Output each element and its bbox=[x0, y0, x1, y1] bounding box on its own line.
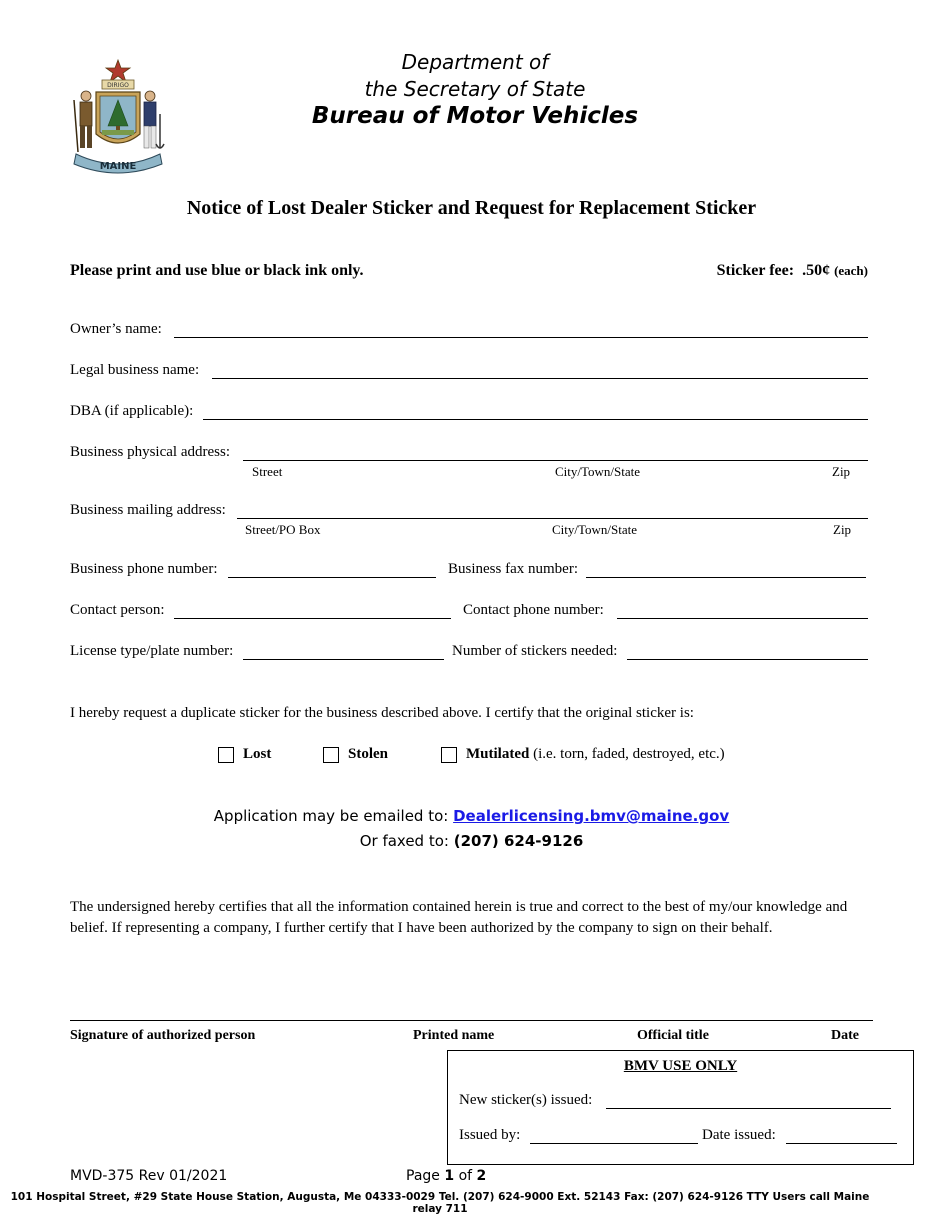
seal-banner-text: DIRIGO bbox=[107, 82, 129, 89]
mutilated-label: Mutilated bbox=[466, 746, 530, 762]
fee-amount: .50¢ bbox=[802, 262, 831, 279]
mailing-address-field[interactable] bbox=[237, 518, 868, 519]
mailing-street-caption: Street/PO Box bbox=[245, 522, 321, 537]
contact-person-label: Contact person: bbox=[70, 602, 165, 618]
physical-address-field[interactable] bbox=[243, 460, 868, 461]
page-title: Notice of Lost Dealer Sticker and Request for Replacement Sticker bbox=[186, 197, 757, 219]
fax-number: (207) 624-9126 bbox=[453, 832, 584, 850]
email-prefix: Application may be emailed to: bbox=[213, 807, 449, 825]
mutilated-option bbox=[466, 746, 725, 763]
physical-zip-caption: Zip bbox=[832, 464, 851, 479]
page-num: 1 bbox=[444, 1168, 455, 1184]
physical-city-caption: City/Town/State bbox=[555, 464, 641, 479]
mailing-city-caption: City/Town/State bbox=[552, 522, 638, 537]
bmv-use-only-box bbox=[447, 1050, 914, 1165]
fax-field[interactable] bbox=[586, 577, 866, 578]
mailing-zip-caption: Zip bbox=[833, 522, 852, 537]
bmv-box-title: BMV USE ONLY bbox=[623, 1058, 738, 1074]
date-label: Date bbox=[831, 1028, 859, 1043]
new-sticker-field[interactable] bbox=[606, 1108, 891, 1109]
instructions: Please print and use blue or black ink only. bbox=[70, 262, 364, 279]
owner-name-field[interactable] bbox=[174, 337, 868, 338]
fee-unit: (each) bbox=[834, 263, 868, 278]
printed-name-label: Printed name bbox=[413, 1028, 495, 1043]
request-statement: I hereby request a duplicate sticker for the business described above. I certify that the original sticker is: bbox=[70, 705, 694, 721]
fee-label: Sticker fee: bbox=[716, 262, 795, 279]
date-issued-field[interactable] bbox=[786, 1143, 897, 1144]
page-prefix: Page bbox=[406, 1168, 440, 1184]
stickers-needed-label: Number of stickers needed: bbox=[452, 643, 618, 659]
owner-name-label: Owner’s name: bbox=[70, 321, 162, 337]
mutilated-checkbox[interactable] bbox=[441, 747, 457, 763]
stolen-checkbox[interactable] bbox=[323, 747, 339, 763]
official-title-label: Official title bbox=[637, 1028, 709, 1043]
legal-business-name-label: Legal business name: bbox=[70, 362, 200, 378]
page-of: of bbox=[458, 1168, 473, 1184]
date-issued-label: Date issued: bbox=[702, 1127, 776, 1143]
mailing-address-label: Business mailing address: bbox=[70, 502, 226, 518]
contact-phone-field[interactable] bbox=[617, 618, 868, 619]
legal-business-name-field[interactable] bbox=[212, 378, 868, 379]
dba-label: DBA (if applicable): bbox=[70, 403, 194, 419]
page-number bbox=[406, 1168, 486, 1184]
email-line bbox=[0, 807, 943, 825]
license-plate-field[interactable] bbox=[243, 659, 444, 660]
contact-person-field[interactable] bbox=[174, 618, 451, 619]
page-total: 2 bbox=[476, 1168, 487, 1184]
physical-address-label: Business physical address: bbox=[70, 444, 230, 460]
certification-text: The undersigned hereby certifies that all the information contained herein is true and correct to the best of my/our knowledge and belief. If representing a company, I further certify that I have been authorized by the company to sign on their behalf. bbox=[70, 899, 848, 936]
dept-line1: Department of bbox=[401, 50, 549, 74]
phone-label: Business phone number: bbox=[70, 561, 218, 577]
issued-by-field[interactable] bbox=[530, 1143, 698, 1144]
lost-label: Lost bbox=[243, 746, 272, 762]
bureau-title: Bureau of Motor Vehicles bbox=[311, 103, 639, 129]
seal-text: MAINE bbox=[99, 161, 137, 172]
stolen-label: Stolen bbox=[348, 746, 389, 762]
sticker-fee bbox=[717, 262, 868, 280]
contact-phone-label: Contact phone number: bbox=[463, 602, 604, 618]
form-number: MVD-375 Rev 01/2021 bbox=[70, 1168, 228, 1184]
issued-by-label: Issued by: bbox=[459, 1127, 521, 1143]
email-link[interactable]: Dealerlicensing.bmv@maine.gov bbox=[453, 807, 730, 825]
physical-street-caption: Street bbox=[252, 464, 283, 479]
fax-label: Business fax number: bbox=[448, 561, 578, 577]
footer-address: 101 Hospital Street, #29 State House Station, Augusta, Me 04333-0029 Tel. (207) 624-9000 Ext. 52143 Fax: (207) 624-9126 TTY Users call Maine relay 711 bbox=[10, 1191, 870, 1215]
fax-prefix: Or faxed to: bbox=[359, 832, 449, 850]
phone-field[interactable] bbox=[228, 577, 436, 578]
dba-field[interactable] bbox=[203, 419, 868, 420]
lost-checkbox[interactable] bbox=[218, 747, 234, 763]
stickers-needed-field[interactable] bbox=[627, 659, 868, 660]
dept-line2: the Secretary of State bbox=[364, 77, 586, 101]
mutilated-note: (i.e. torn, faded, destroyed, etc.) bbox=[533, 746, 725, 762]
signature-label: Signature of authorized person bbox=[70, 1028, 256, 1043]
signature-line[interactable] bbox=[70, 1020, 873, 1021]
license-plate-label: License type/plate number: bbox=[70, 643, 234, 659]
new-sticker-label: New sticker(s) issued: bbox=[459, 1092, 593, 1108]
fax-line bbox=[0, 832, 943, 850]
